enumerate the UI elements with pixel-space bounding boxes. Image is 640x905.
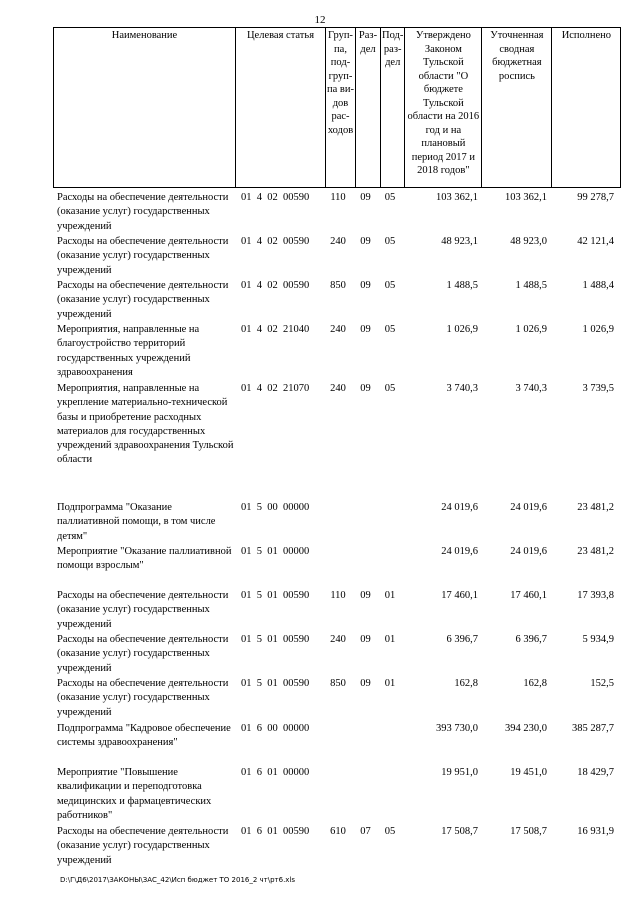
row-group: 850 — [330, 280, 346, 291]
row-code: 01 4 02 00590 — [241, 236, 310, 247]
file-path-footer: D:\Г\Д6\2017\ЗАКОНЫ\ЗАС_42\Исп бюджет ТО 2016_2 чт\рт6.xls — [60, 876, 296, 884]
row-name: Расходы на обеспечение деятельности (оказание услуг) государственных учреждений — [57, 826, 229, 866]
row-code: 01 4 02 21040 — [241, 324, 310, 335]
page-number: 12 — [314, 14, 326, 26]
row-refined: 6 396,7 — [515, 634, 547, 645]
row-approved: 1 488,5 — [446, 280, 478, 291]
row-approved: 103 362,1 — [436, 192, 478, 203]
header-section: Раз-дел — [356, 28, 381, 188]
row-subsection: 01 — [384, 678, 396, 689]
row-name: Расходы на обеспечение деятельности (оказание услуг) государственных учреждений — [57, 236, 229, 276]
row-approved: 1 026,9 — [446, 324, 478, 335]
row-executed: 385 287,7 — [572, 723, 614, 734]
row-section: 09 — [360, 634, 371, 645]
row-name: Расходы на обеспечение деятельности (оказание услуг) государственных учреждений — [57, 280, 229, 320]
row-name: Расходы на обеспечение деятельности (оказание услуг) государственных учреждений — [57, 678, 229, 718]
row-code: 01 5 01 00590 — [241, 590, 310, 601]
row-group: 610 — [330, 826, 346, 837]
row-code: 01 4 02 21070 — [241, 383, 310, 394]
row-group: 240 — [330, 634, 346, 645]
row-section: 09 — [360, 678, 371, 689]
row-group: 850 — [330, 678, 346, 689]
row-code: 01 4 02 00590 — [241, 280, 310, 291]
row-executed: 1 488,4 — [582, 280, 614, 291]
header-executed: Исполнено — [552, 28, 621, 188]
row-refined: 19 451,0 — [510, 767, 547, 778]
row-executed: 23 481,2 — [577, 546, 614, 557]
row-approved: 3 740,3 — [446, 383, 478, 394]
row-approved: 17 508,7 — [441, 826, 478, 837]
row-approved: 24 019,6 — [441, 546, 478, 557]
row-approved: 162,8 — [454, 678, 478, 689]
row-refined: 1 488,5 — [515, 280, 547, 291]
row-approved: 17 460,1 — [441, 590, 478, 601]
row-refined: 394 230,0 — [505, 723, 547, 734]
row-section: 09 — [360, 590, 371, 601]
row-executed: 1 026,9 — [582, 324, 614, 335]
row-executed: 23 481,2 — [577, 502, 614, 513]
row-executed: 152,5 — [590, 678, 614, 689]
row-code: 01 6 01 00590 — [241, 826, 310, 837]
row-group: 240 — [330, 236, 346, 247]
row-executed: 42 121,4 — [577, 236, 614, 247]
row-refined: 17 460,1 — [510, 590, 547, 601]
row-refined: 162,8 — [523, 678, 547, 689]
row-approved: 19 951,0 — [441, 767, 478, 778]
header-name: Наименование — [54, 28, 236, 188]
row-refined: 24 019,6 — [510, 546, 547, 557]
row-name: Расходы на обеспечение деятельности (оказание услуг) государственных учреждений — [57, 590, 229, 630]
row-section: 09 — [360, 383, 371, 394]
row-group: 110 — [330, 590, 346, 601]
row-approved: 24 019,6 — [441, 502, 478, 513]
row-subsection: 05 — [384, 826, 396, 837]
row-refined: 24 019,6 — [510, 502, 547, 513]
row-name: Расходы на обеспечение деятельности (оказание услуг) государственных учреждений — [57, 192, 229, 232]
row-subsection: 05 — [384, 383, 396, 394]
row-refined: 1 026,9 — [515, 324, 547, 335]
row-name: Мероприятия, направленные на укрепление материально-технической базы и приобретение расходных материалов для государственных учреждений здравоохранения Тульской области — [57, 383, 234, 466]
row-subsection: 05 — [384, 192, 396, 203]
header-approved: Утверждено Законом Тульской области "О бюджете Тульской области на 2016 год и на плановый период 2017 и 2018 годов" — [405, 28, 482, 188]
row-section: 09 — [360, 280, 371, 291]
row-executed: 99 278,7 — [577, 192, 614, 203]
row-section: 09 — [360, 192, 371, 203]
header-refined: Уточненная сводная бюджетная роспись — [482, 28, 552, 188]
row-executed: 18 429,7 — [577, 767, 614, 778]
row-section: 09 — [360, 236, 371, 247]
row-code: 01 5 01 00590 — [241, 678, 310, 689]
row-group: 240 — [330, 324, 346, 335]
header-target: Целевая статья — [236, 28, 326, 188]
row-name: Мероприятие "Оказание паллиативной помощи взрослым" — [57, 546, 232, 572]
table-header — [53, 27, 621, 188]
row-executed: 17 393,8 — [577, 590, 614, 601]
row-name: Мероприятия, направленные на благоустройство территорий государственных учреждений здравоохранения — [57, 324, 200, 378]
row-code: 01 5 01 00000 — [241, 546, 310, 557]
header-subsection: Под-раз-дел — [381, 28, 405, 188]
row-group: 240 — [330, 383, 346, 394]
row-subsection: 05 — [384, 236, 396, 247]
row-name: Подпрограмма "Кадровое обеспечение системы здравоохранения" — [57, 723, 231, 749]
row-refined: 3 740,3 — [515, 383, 547, 394]
row-subsection: 01 — [384, 590, 396, 601]
row-section: 07 — [360, 826, 371, 837]
row-group: 110 — [330, 192, 346, 203]
row-code: 01 5 01 00590 — [241, 634, 310, 645]
row-subsection: 01 — [384, 634, 396, 645]
row-name: Подпрограмма "Оказание паллиативной помощи, в том числе детям" — [57, 502, 216, 542]
row-refined: 17 508,7 — [510, 826, 547, 837]
row-code: 01 6 01 00000 — [241, 767, 310, 778]
row-code: 01 6 00 00000 — [241, 723, 310, 734]
header-group: Груп-па, под-груп-па ви-дов рас-ходов — [326, 28, 356, 188]
row-approved: 48 923,1 — [441, 236, 478, 247]
row-section: 09 — [360, 324, 371, 335]
row-subsection: 05 — [384, 280, 396, 291]
row-name: Мероприятие "Повышение квалификации и переподготовка медицинских и фармацевтических работников" — [57, 767, 212, 821]
row-executed: 5 934,9 — [582, 634, 614, 645]
row-approved: 393 730,0 — [436, 723, 478, 734]
row-approved: 6 396,7 — [446, 634, 478, 645]
row-code: 01 5 00 00000 — [241, 502, 310, 513]
row-refined: 103 362,1 — [505, 192, 547, 203]
row-executed: 16 931,9 — [577, 826, 614, 837]
row-name: Расходы на обеспечение деятельности (оказание услуг) государственных учреждений — [57, 634, 229, 674]
row-refined: 48 923,0 — [510, 236, 547, 247]
row-subsection: 05 — [384, 324, 396, 335]
row-executed: 3 739,5 — [582, 383, 614, 394]
row-code: 01 4 02 00590 — [241, 192, 310, 203]
